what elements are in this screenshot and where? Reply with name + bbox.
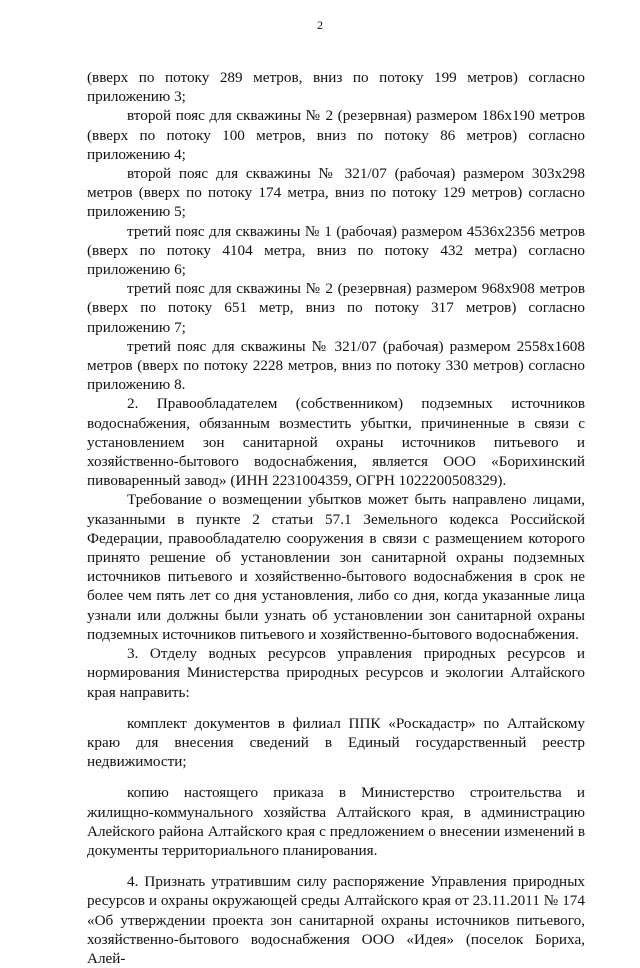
paragraph-item-4-repeal: 4. Признать утратившим силу распоряжение Управления природных ресурсов и охраны окружающей среды Алтайского края от 23.11.2011 № 174 «Об утверждении проекта зон санитарной охраны источников питьевого, хозяйственно-бытового водоснабжения ООО «Идея» (поселок Бориха, Алей-	[87, 873, 585, 967]
document-body	[87, 68, 585, 968]
page-number: 2	[317, 18, 323, 32]
paragraph-third-belt-well-321-07: третий пояс для скважины № 321/07 (рабочая) размером 2558х1608 метров (вверх по потоку 2228 метров, вниз по потоку 330 метров) согласно приложению 8.	[87, 337, 585, 394]
paragraph-item-3-send: 3. Отделу водных ресурсов управления природных ресурсов и нормирования Министерства природных ресурсов и экологии Алтайского края направить:	[87, 645, 585, 701]
paragraph-third-belt-well-2: третий пояс для скважины № 2 (резервная) размером 968х908 метров (вверх по потоку 651 метр, вниз по потоку 317 метров) согласно приложению 7;	[87, 280, 585, 336]
paragraph-compensation-claim: Требование о возмещении убытков может быть направлено лицами, указанными в пункте 2 статьи 57.1 Земельного кодекса Российской Федерации, правообладателю сооружения в связи с размещением которого принято решение об установлении зон санитарной охраны подземных источников питьевого и хозяйственно-бытового водоснабжения в срок не более чем пять лет со дня установления, либо со дня, когда указанные лица узнали или должны были узнать об установлении зон санитарной охраны подземных источников питьевого и хозяйственно-бытового водоснабжения.	[87, 491, 585, 643]
paragraph-order-copy: копию настоящего приказа в Министерство строительства и жилищно-коммунального хозяйства Алтайского края, в администрацию Алейского района Алтайского края с предложением о внесении изменений в документы территориального планирования.	[87, 784, 585, 859]
paragraph-appendix-3-tail: (вверх по потоку 289 метров, вниз по потоку 199 метров) согласно приложению 3;	[87, 69, 585, 106]
paragraph-roskadastr-package: комплект документов в филиал ППК «Роскадастр» по Алтайскому краю для внесения сведений в Единый государственный реестр недвижимости;	[87, 714, 585, 771]
paragraph-item-2-rightholder: 2. Правообладателем (собственником) подземных источников водоснабжения, обязанным возместить убытки, причиненные в связи с установлением зон санитарной охраны источников питьевого и хозяйственно-бытового водоснабжения, является ООО «Борихинский пивоваренный завод» (ИНН 2231004359, ОГРН 1022200508329).	[87, 395, 585, 490]
paragraph-second-belt-well-2: второй пояс для скважины № 2 (резервная) размером 186х190 метров (вверх по потоку 100 метров, вниз по потоку 86 метров) согласно приложению 4;	[87, 107, 585, 163]
paragraph-second-belt-well-321-07: второй пояс для скважины № 321/07 (рабочая) размером 303х298 метров (вверх по потоку 174 метра, вниз по потоку 129 метров) согласно приложению 5;	[87, 165, 585, 221]
paragraph-third-belt-well-1: третий пояс для скважины № 1 (рабочая) размером 4536х2356 метров (вверх по потоку 4104 метра, вниз по потоку 432 метра) согласно приложению 6;	[87, 222, 585, 279]
